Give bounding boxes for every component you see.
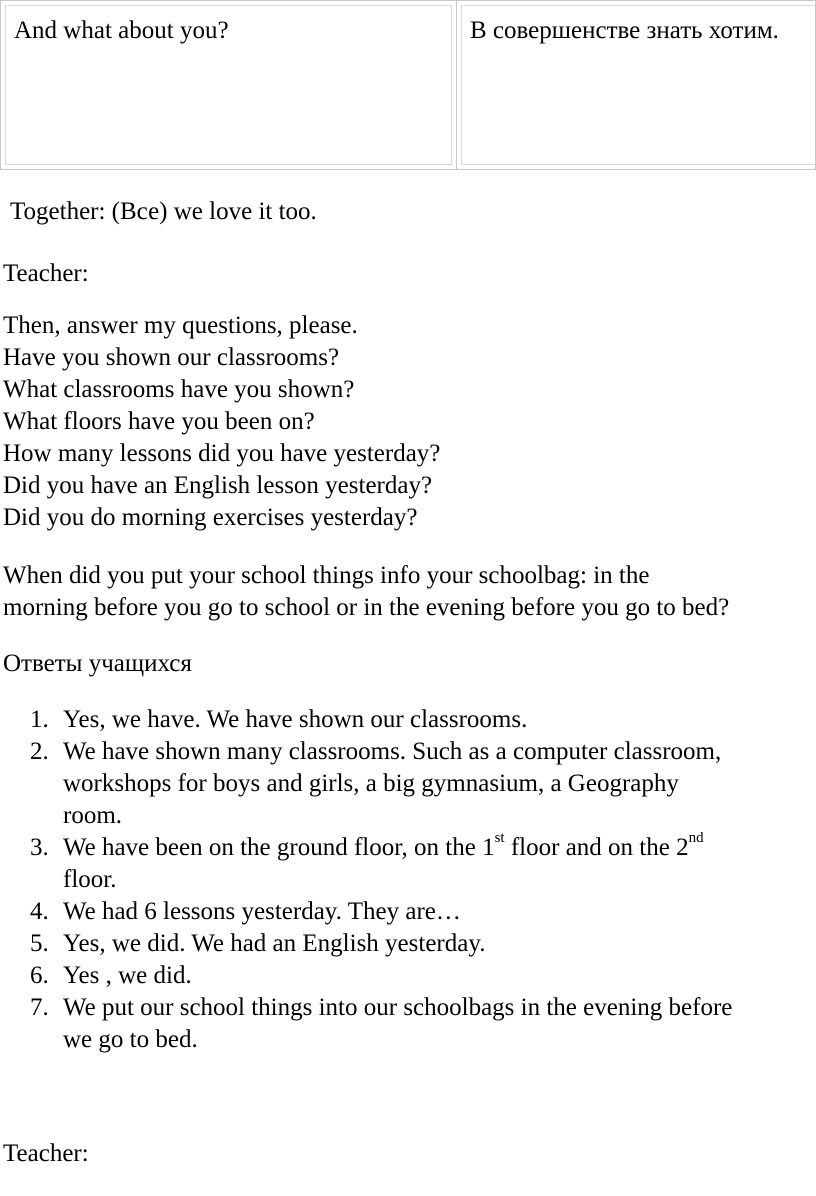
table-cell-russian-text: В совершенстве знать хотим.	[470, 17, 779, 44]
answer-text: floor and on the 2	[504, 834, 689, 861]
answer-number: 5.	[30, 930, 49, 957]
answer-item	[0, 896, 816, 928]
answer-line: Yes, we have. We have shown our classrooms.	[63, 706, 528, 733]
answers-heading: Ответы учащихся	[3, 650, 192, 677]
table-cell-russian	[457, 1, 815, 169]
question-item: What classrooms have you shown?	[3, 376, 355, 403]
together-line: Together: (Все) we love it too.	[10, 198, 317, 225]
answer-line: Yes, we did. We had an English yesterday.	[63, 930, 486, 957]
question-item: Did you have an English lesson yesterday?	[3, 472, 433, 499]
answer-line: floor.	[63, 866, 117, 893]
answer-line: workshops for boys and girls, a big gymnasium, a Geography	[63, 770, 679, 797]
answer-item	[0, 704, 816, 736]
answer-line	[63, 829, 816, 864]
answer-item	[0, 992, 816, 1056]
answer-line: We have shown many classrooms. Such as a computer classroom,	[63, 738, 722, 765]
ordinal-suffix: nd	[688, 829, 704, 846]
answer-number: 6.	[30, 962, 49, 989]
dialogue-table	[0, 0, 816, 170]
answer-line: we go to bed.	[63, 1026, 198, 1053]
answer-number: 2.	[30, 738, 49, 765]
teacher-questions	[3, 310, 440, 534]
answer-line: Yes , we did.	[63, 962, 192, 989]
student-answers	[0, 704, 816, 1056]
answer-number: 7.	[30, 994, 49, 1021]
schoolbag-question	[3, 560, 815, 624]
teacher-label: Teacher:	[3, 1140, 89, 1167]
schoolbag-question-line: morning before you go to school or in the evening before you go to bed?	[3, 594, 730, 621]
answer-number: 1.	[30, 706, 49, 733]
teacher-label: Teacher:	[3, 260, 89, 287]
answer-text: We have been on the ground floor, on the 1	[63, 834, 495, 861]
answer-item	[0, 960, 816, 992]
schoolbag-question-line: When did you put your school things info your schoolbag: in the	[3, 562, 650, 589]
answer-item	[0, 928, 816, 960]
question-item: How many lessons did you have yesterday?	[3, 440, 441, 467]
answer-line: room.	[63, 802, 123, 829]
question-item: Then, answer my questions, please.	[3, 312, 358, 339]
table-cell-english-text: And what about you?	[14, 17, 229, 44]
answer-number: 4.	[30, 898, 49, 925]
answer-item	[0, 736, 816, 832]
answer-item	[0, 829, 816, 896]
question-item: What floors have you been on?	[3, 408, 315, 435]
answer-line: We had 6 lessons yesterday. They are…	[63, 898, 461, 925]
question-item: Have you shown our classrooms?	[3, 344, 340, 371]
answer-line: We put our school things into our schoolbags in the evening before	[63, 994, 733, 1021]
answer-number: 3.	[30, 834, 49, 861]
question-item: Did you do morning exercises yesterday?	[3, 504, 418, 531]
table-cell-english	[1, 1, 457, 169]
ordinal-suffix: st	[494, 829, 505, 846]
